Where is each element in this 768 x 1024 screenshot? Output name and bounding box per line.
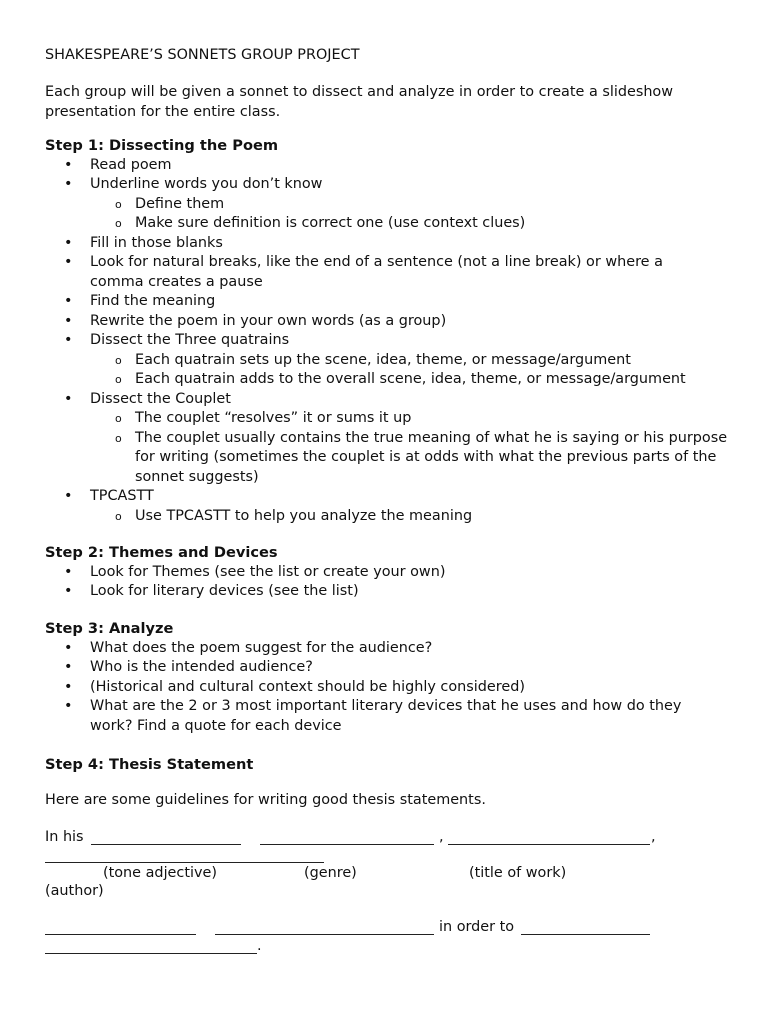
genre-blank[interactable]	[260, 831, 434, 845]
author-blank[interactable]	[45, 849, 324, 863]
author-label: (author)	[45, 883, 104, 899]
list-item: • What does the poem suggest for the audience?	[45, 639, 735, 659]
list-item: • Read poem	[45, 156, 735, 176]
verb-blank[interactable]	[45, 921, 196, 935]
comma-text: ,	[651, 829, 656, 845]
sub-list-item: o Make sure definition is correct one (use context clues)	[45, 214, 735, 234]
list-item: • (Historical and cultural context should be highly considered)	[45, 678, 735, 698]
step2-section	[45, 543, 735, 602]
title-of-work-blank[interactable]	[448, 831, 650, 845]
document-title: SHAKESPEARE’S SONNETS GROUP PROJECT	[45, 47, 360, 63]
list-item: • Look for natural breaks, like the end of a sentence (not a line break) or where a comma creates a pause	[45, 253, 710, 292]
step3-heading: Step 3: Analyze	[45, 620, 174, 637]
period-text: .	[257, 938, 262, 954]
title-of-work-label: (title of work)	[469, 865, 567, 881]
list-item: • What are the 2 or 3 most important literary devices that he uses and how do they work? Find a quote for each device	[45, 697, 720, 736]
sub-list-item: o Use TPCASTT to help you analyze the meaning	[45, 507, 735, 527]
sub-list-item: o Each quatrain adds to the overall scene, idea, theme, or message/argument	[45, 370, 735, 390]
list-item: • Look for Themes (see the list or create your own)	[45, 563, 735, 583]
list-item: • Dissect the Couplet	[45, 390, 735, 410]
comma-text: ,	[439, 829, 444, 845]
guidelines-text: Here are some guidelines for writing good thesis statements.	[45, 792, 486, 808]
genre-label: (genre)	[304, 865, 357, 881]
intro-paragraph: Each group will be given a sonnet to dissect and analyze in order to create a slideshow presentation for the entire class.	[45, 84, 674, 120]
step4-heading: Step 4: Thesis Statement	[45, 756, 254, 773]
tone-adjective-blank[interactable]	[91, 831, 241, 845]
list-item: • Find the meaning	[45, 292, 735, 312]
sub-list-item: o Each quatrain sets up the scene, idea, theme, or message/argument	[45, 351, 735, 371]
sub-list-item: o The couplet usually contains the true meaning of what he is saying or his purpose for writing (sometimes the couplet is at odds with what the previous parts of the sonnet suggests)	[45, 429, 735, 488]
list-item: • Rewrite the poem in your own words (as a group)	[45, 312, 735, 332]
list-item: • Look for literary devices (see the list)	[45, 582, 735, 602]
step3-section	[45, 619, 735, 736]
list-item: • Who is the intended audience?	[45, 658, 735, 678]
list-item: • TPCASTT	[45, 487, 735, 507]
purpose-continued-blank[interactable]	[45, 940, 257, 954]
sub-list-item: o Define them	[45, 195, 735, 215]
step1-heading: Step 1: Dissecting the Poem	[45, 137, 279, 154]
list-item: • Fill in those blanks	[45, 234, 735, 254]
list-item: • Underline words you don’t know	[45, 175, 735, 195]
step2-heading: Step 2: Themes and Devices	[45, 544, 278, 561]
in-his-text: In his	[45, 829, 84, 845]
in-order-to-text: in order to	[439, 919, 515, 935]
tone-adjective-label: (tone adjective)	[103, 865, 217, 881]
list-item: • Dissect the Three quatrains	[45, 331, 735, 351]
subject-blank[interactable]	[215, 921, 434, 935]
sub-list-item: o The couplet “resolves” it or sums it up	[45, 409, 735, 429]
purpose-blank[interactable]	[521, 921, 650, 935]
step1-section	[45, 136, 735, 526]
